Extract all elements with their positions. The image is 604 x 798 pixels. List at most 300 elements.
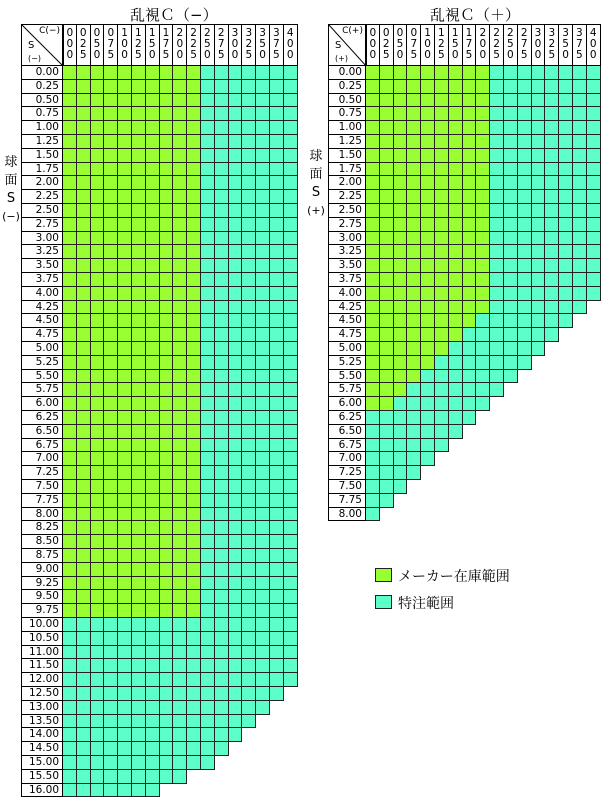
left-grid-cell xyxy=(118,577,132,591)
left-grid-cell xyxy=(215,149,229,163)
left-grid-cell xyxy=(118,535,132,549)
right-grid-cell xyxy=(394,107,408,121)
left-grid-cell xyxy=(270,218,284,232)
left-grid-cell xyxy=(270,439,284,453)
left-grid-cell xyxy=(132,659,146,673)
left-grid-cell xyxy=(63,728,77,742)
right-row-label: 5.25 xyxy=(328,356,366,370)
left-grid-cell xyxy=(104,549,118,563)
left-row-label: 12.00 xyxy=(21,673,63,687)
left-grid-cell xyxy=(160,756,174,770)
left-grid-cell xyxy=(104,342,118,356)
left-grid-cell xyxy=(284,121,298,135)
left-grid-cell xyxy=(160,273,174,287)
right-grid-cell xyxy=(518,163,532,177)
left-grid-cell xyxy=(146,370,160,384)
left-grid-cell xyxy=(187,204,201,218)
left-grid-cell xyxy=(146,549,160,563)
right-grid-cell xyxy=(518,218,532,232)
left-grid-cell xyxy=(187,549,201,563)
right-grid-cell xyxy=(545,232,559,246)
right-grid-cell xyxy=(449,245,463,259)
left-grid-cell xyxy=(215,577,229,591)
right-row-label: 2.50 xyxy=(328,204,366,218)
right-row-label: 7.50 xyxy=(328,480,366,494)
right-grid-cell xyxy=(421,411,435,425)
left-grid-cell xyxy=(104,259,118,273)
left-grid-cell xyxy=(77,784,91,798)
left-grid-cell xyxy=(242,439,256,453)
right-grid-cell xyxy=(545,190,559,204)
left-grid-cell xyxy=(187,728,201,742)
right-table-title: 乱視Ｃ（＋） xyxy=(430,6,521,24)
left-grid-cell xyxy=(270,632,284,646)
left-grid-cell xyxy=(270,411,284,425)
right-col-header: 1 0 0 xyxy=(421,24,435,66)
left-grid-cell xyxy=(256,135,270,149)
left-grid-cell xyxy=(77,301,91,315)
left-grid-cell xyxy=(284,535,298,549)
left-grid-cell xyxy=(104,701,118,715)
left-grid-cell xyxy=(104,107,118,121)
left-row-label: 14.00 xyxy=(21,728,63,742)
left-grid-cell xyxy=(256,466,270,480)
left-grid-cell xyxy=(229,356,243,370)
left-grid-cell xyxy=(201,604,215,618)
left-grid-cell xyxy=(118,314,132,328)
left-grid-cell xyxy=(63,411,77,425)
left-row-label: 9.25 xyxy=(21,577,63,591)
left-grid-cell xyxy=(215,328,229,342)
left-grid-cell xyxy=(173,549,187,563)
right-grid-cell xyxy=(407,370,421,384)
left-col-header: 4 0 0 xyxy=(284,24,298,66)
left-grid-cell xyxy=(201,452,215,466)
right-grid-cell xyxy=(559,135,573,149)
right-row-label: 6.00 xyxy=(328,397,366,411)
right-grid-cell xyxy=(435,135,449,149)
left-grid-cell xyxy=(201,535,215,549)
right-grid-cell xyxy=(545,66,559,80)
right-grid-cell xyxy=(407,466,421,480)
right-grid-cell xyxy=(559,94,573,108)
left-grid-cell xyxy=(242,646,256,660)
left-grid-cell xyxy=(256,190,270,204)
right-grid-cell xyxy=(532,287,546,301)
left-grid-cell xyxy=(173,646,187,660)
right-row-label: 3.50 xyxy=(328,259,366,273)
left-grid-cell xyxy=(104,466,118,480)
left-grid-cell xyxy=(256,521,270,535)
left-grid-cell xyxy=(173,618,187,632)
right-grid-cell xyxy=(559,314,573,328)
left-grid-cell xyxy=(77,287,91,301)
left-grid-cell xyxy=(256,232,270,246)
left-grid-cell xyxy=(104,149,118,163)
right-grid-cell xyxy=(504,135,518,149)
right-grid-cell xyxy=(366,370,380,384)
right-grid-cell xyxy=(366,149,380,163)
left-grid-cell xyxy=(270,149,284,163)
left-grid-cell xyxy=(104,452,118,466)
left-grid-cell xyxy=(173,770,187,784)
left-grid-cell xyxy=(63,107,77,121)
left-grid-cell xyxy=(104,245,118,259)
left-grid-cell xyxy=(256,245,270,259)
right-grid-cell xyxy=(532,135,546,149)
left-row-label: 5.50 xyxy=(21,370,63,384)
left-grid-cell xyxy=(187,590,201,604)
left-grid-cell xyxy=(146,728,160,742)
right-corner xyxy=(328,24,366,66)
left-grid-cell xyxy=(63,149,77,163)
left-grid-cell xyxy=(160,135,174,149)
left-grid-cell xyxy=(91,452,105,466)
left-grid-cell xyxy=(132,314,146,328)
left-grid-cell xyxy=(77,245,91,259)
left-grid-cell xyxy=(284,563,298,577)
left-grid-cell xyxy=(63,742,77,756)
left-grid-cell xyxy=(132,563,146,577)
left-grid-cell xyxy=(160,204,174,218)
left-grid-cell xyxy=(132,632,146,646)
left-grid-cell xyxy=(132,342,146,356)
right-grid-cell xyxy=(421,328,435,342)
right-grid-cell xyxy=(463,287,477,301)
left-grid-cell xyxy=(229,618,243,632)
left-grid-cell xyxy=(104,356,118,370)
right-grid-cell xyxy=(421,176,435,190)
right-grid-cell xyxy=(518,80,532,94)
left-grid-cell xyxy=(187,342,201,356)
right-row-label: 7.25 xyxy=(328,466,366,480)
left-grid-cell xyxy=(242,94,256,108)
left-grid-cell xyxy=(187,66,201,80)
left-grid-cell xyxy=(256,632,270,646)
left-grid-cell xyxy=(118,632,132,646)
right-grid-cell xyxy=(394,342,408,356)
left-grid-cell xyxy=(215,370,229,384)
left-grid-cell xyxy=(118,701,132,715)
left-grid-cell xyxy=(146,301,160,315)
left-grid-cell xyxy=(91,121,105,135)
right-grid-cell xyxy=(518,232,532,246)
right-grid-cell xyxy=(394,135,408,149)
left-grid-cell xyxy=(201,356,215,370)
left-grid-cell xyxy=(63,94,77,108)
right-grid-cell xyxy=(366,94,380,108)
left-grid-cell xyxy=(215,342,229,356)
left-grid-cell xyxy=(77,770,91,784)
right-grid-cell xyxy=(463,411,477,425)
left-grid-cell xyxy=(173,563,187,577)
right-grid-cell xyxy=(435,66,449,80)
right-grid-cell xyxy=(463,370,477,384)
right-grid-cell xyxy=(366,259,380,273)
left-grid-cell xyxy=(91,604,105,618)
left-grid-cell xyxy=(91,756,105,770)
left-grid-cell xyxy=(118,563,132,577)
left-grid-cell xyxy=(173,742,187,756)
right-grid-cell xyxy=(532,80,546,94)
left-grid-cell xyxy=(229,439,243,453)
left-grid-cell xyxy=(132,273,146,287)
right-grid-cell xyxy=(559,232,573,246)
right-grid-cell xyxy=(573,66,587,80)
left-grid-cell xyxy=(160,259,174,273)
left-grid-cell xyxy=(132,756,146,770)
right-grid-cell xyxy=(394,383,408,397)
left-grid-cell xyxy=(77,314,91,328)
left-grid-cell xyxy=(229,715,243,729)
left-grid-cell xyxy=(229,425,243,439)
left-grid-cell xyxy=(284,94,298,108)
left-grid-cell xyxy=(215,232,229,246)
right-grid-cell xyxy=(380,176,394,190)
right-grid-cell xyxy=(463,342,477,356)
right-grid-cell xyxy=(421,232,435,246)
left-grid-cell xyxy=(146,770,160,784)
left-grid-cell xyxy=(91,314,105,328)
right-grid-cell xyxy=(380,370,394,384)
left-grid-cell xyxy=(284,673,298,687)
left-grid-cell xyxy=(284,301,298,315)
left-grid-cell xyxy=(104,163,118,177)
left-grid-cell xyxy=(91,218,105,232)
left-grid-cell xyxy=(215,397,229,411)
left-grid-cell xyxy=(118,149,132,163)
left-grid-cell xyxy=(173,756,187,770)
right-grid-cell xyxy=(449,425,463,439)
left-grid-cell xyxy=(104,425,118,439)
left-col-header: 1 5 0 xyxy=(146,24,160,66)
left-grid-cell xyxy=(104,687,118,701)
left-grid-cell xyxy=(91,204,105,218)
right-grid-cell xyxy=(394,80,408,94)
left-grid-cell xyxy=(91,508,105,522)
left-grid-cell xyxy=(63,646,77,660)
left-grid-cell xyxy=(256,342,270,356)
right-grid-cell xyxy=(380,121,394,135)
left-grid-cell xyxy=(284,659,298,673)
left-row-label: 14.50 xyxy=(21,742,63,756)
left-grid-cell xyxy=(104,659,118,673)
left-grid-cell xyxy=(229,604,243,618)
left-grid-cell xyxy=(91,770,105,784)
left-grid-cell xyxy=(63,604,77,618)
right-grid-cell xyxy=(573,204,587,218)
left-grid-cell xyxy=(63,508,77,522)
left-grid-cell xyxy=(215,521,229,535)
left-grid-cell xyxy=(284,176,298,190)
left-grid-cell xyxy=(270,356,284,370)
left-grid-cell xyxy=(201,149,215,163)
left-grid-cell xyxy=(91,342,105,356)
left-grid-cell xyxy=(104,370,118,384)
left-grid-cell xyxy=(242,397,256,411)
left-grid-cell xyxy=(63,383,77,397)
left-grid-cell xyxy=(77,466,91,480)
left-grid-cell xyxy=(242,342,256,356)
left-grid-cell xyxy=(63,176,77,190)
left-grid-cell xyxy=(229,190,243,204)
left-grid-cell xyxy=(201,287,215,301)
left-grid-cell xyxy=(91,163,105,177)
left-grid-cell xyxy=(242,135,256,149)
right-grid-cell xyxy=(366,204,380,218)
right-grid-cell xyxy=(573,107,587,121)
left-grid-cell xyxy=(91,701,105,715)
left-grid-cell xyxy=(118,604,132,618)
left-grid-cell xyxy=(256,80,270,94)
left-grid-cell xyxy=(77,107,91,121)
left-grid-cell xyxy=(201,632,215,646)
left-grid-cell xyxy=(146,577,160,591)
right-grid-cell xyxy=(394,259,408,273)
left-grid-cell xyxy=(173,535,187,549)
left-grid-cell xyxy=(242,356,256,370)
left-grid-cell xyxy=(63,342,77,356)
right-grid-cell xyxy=(490,342,504,356)
left-grid-cell xyxy=(270,135,284,149)
left-grid-cell xyxy=(173,715,187,729)
legend-swatch-stock xyxy=(375,568,392,582)
right-grid-cell xyxy=(545,204,559,218)
left-grid-cell xyxy=(284,287,298,301)
left-grid-cell xyxy=(284,494,298,508)
left-grid-cell xyxy=(63,397,77,411)
left-grid-cell xyxy=(284,646,298,660)
right-grid-cell xyxy=(532,94,546,108)
left-grid-cell xyxy=(173,66,187,80)
right-grid-cell xyxy=(518,287,532,301)
left-grid-cell xyxy=(201,659,215,673)
left-table-title: 乱視Ｃ（−） xyxy=(130,6,218,24)
left-grid-cell xyxy=(187,259,201,273)
right-grid-cell xyxy=(463,218,477,232)
right-grid-cell xyxy=(407,190,421,204)
left-grid-cell xyxy=(256,328,270,342)
right-grid-cell xyxy=(394,94,408,108)
left-grid-cell xyxy=(160,715,174,729)
left-grid-cell xyxy=(256,480,270,494)
left-grid-cell xyxy=(242,563,256,577)
left-grid-cell xyxy=(91,80,105,94)
left-grid-cell xyxy=(173,411,187,425)
right-grid-cell xyxy=(366,439,380,453)
left-grid-cell xyxy=(229,135,243,149)
left-grid-cell xyxy=(270,94,284,108)
left-grid-cell xyxy=(229,549,243,563)
left-grid-cell xyxy=(132,618,146,632)
left-grid-cell xyxy=(104,204,118,218)
left-grid-cell xyxy=(146,80,160,94)
right-grid-cell xyxy=(504,342,518,356)
left-grid-cell xyxy=(146,107,160,121)
left-grid-cell xyxy=(118,259,132,273)
left-grid-cell xyxy=(118,218,132,232)
left-grid-cell xyxy=(256,287,270,301)
left-grid-cell xyxy=(187,314,201,328)
right-col-header: 0 0 0 xyxy=(366,24,380,66)
left-grid-cell xyxy=(187,715,201,729)
right-grid-cell xyxy=(573,190,587,204)
left-grid-cell xyxy=(242,673,256,687)
right-grid-cell xyxy=(573,245,587,259)
left-grid-cell xyxy=(229,245,243,259)
left-grid-cell xyxy=(91,687,105,701)
left-grid-cell xyxy=(242,701,256,715)
left-grid-cell xyxy=(160,618,174,632)
left-grid-cell xyxy=(104,176,118,190)
right-row-label: 3.00 xyxy=(328,232,366,246)
right-row-label: 4.00 xyxy=(328,287,366,301)
left-grid-cell xyxy=(118,328,132,342)
left-grid-cell xyxy=(215,549,229,563)
left-grid-cell xyxy=(160,439,174,453)
left-grid-cell xyxy=(201,563,215,577)
left-grid-cell xyxy=(77,411,91,425)
right-grid-cell xyxy=(532,273,546,287)
right-grid-cell xyxy=(421,190,435,204)
right-grid-cell xyxy=(532,328,546,342)
left-grid-cell xyxy=(173,149,187,163)
right-grid-cell xyxy=(476,149,490,163)
left-grid-cell xyxy=(201,728,215,742)
left-grid-cell xyxy=(256,314,270,328)
right-grid-cell xyxy=(476,314,490,328)
left-grid-cell xyxy=(242,452,256,466)
left-grid-cell xyxy=(160,397,174,411)
right-grid-cell xyxy=(476,107,490,121)
right-col-header: 0 7 5 xyxy=(407,24,421,66)
right-grid-cell xyxy=(463,356,477,370)
right-corner-c: C(+) xyxy=(342,26,363,36)
right-grid-cell xyxy=(380,301,394,315)
left-grid-cell xyxy=(173,273,187,287)
left-grid-cell xyxy=(77,673,91,687)
right-grid-cell xyxy=(573,80,587,94)
left-grid-cell xyxy=(187,494,201,508)
left-grid-cell xyxy=(270,604,284,618)
left-grid-cell xyxy=(215,673,229,687)
right-grid-cell xyxy=(407,163,421,177)
left-grid-cell xyxy=(118,287,132,301)
left-grid-cell xyxy=(187,411,201,425)
right-grid-cell xyxy=(587,121,601,135)
right-grid-cell xyxy=(380,107,394,121)
right-grid-cell xyxy=(504,218,518,232)
right-grid-cell xyxy=(518,314,532,328)
left-grid-cell xyxy=(256,273,270,287)
left-grid-cell xyxy=(118,618,132,632)
right-grid-cell xyxy=(380,163,394,177)
left-grid-cell xyxy=(91,397,105,411)
left-grid-cell xyxy=(242,590,256,604)
left-grid-cell xyxy=(118,121,132,135)
left-col-header: 0 7 5 xyxy=(104,24,118,66)
left-grid-cell xyxy=(284,135,298,149)
left-row-label: 13.50 xyxy=(21,715,63,729)
left-grid-cell xyxy=(173,204,187,218)
left-grid-cell xyxy=(187,356,201,370)
left-grid-cell xyxy=(77,549,91,563)
left-grid-cell xyxy=(77,190,91,204)
left-grid-cell xyxy=(146,659,160,673)
left-grid-cell xyxy=(270,176,284,190)
left-grid-cell xyxy=(187,383,201,397)
right-grid-cell xyxy=(463,328,477,342)
